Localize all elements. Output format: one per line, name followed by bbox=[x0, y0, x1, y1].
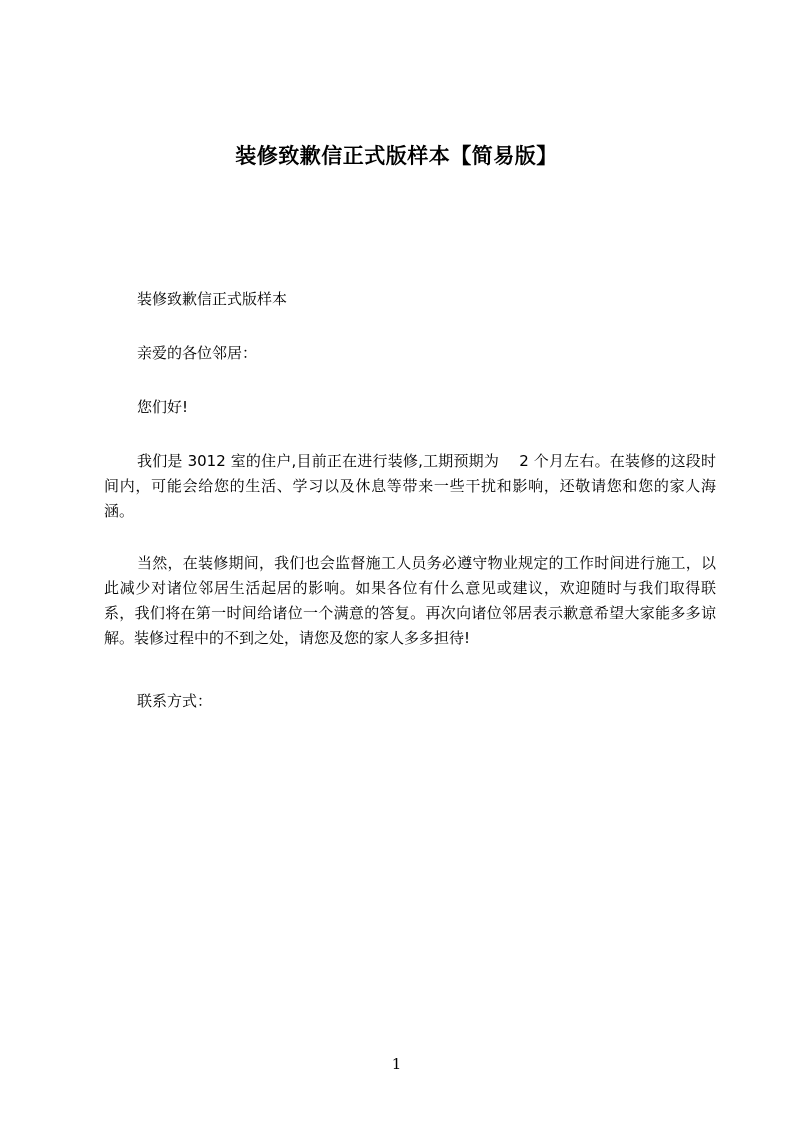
letter-salutation: 亲爱的各位邻居： bbox=[137, 344, 258, 362]
page-number: 1 bbox=[391, 1055, 402, 1073]
letter-subtitle: 装修致歉信正式版样本 bbox=[137, 290, 288, 308]
page-title: 装修致歉信正式版样本【简易版】 bbox=[235, 144, 558, 168]
letter-body-paragraph-2: 当然，在装修期间，我们也会监督施工人员务必遵守物业规定的工作时间进行施工，以此减少对诸位邻居生活起居的影响。如果各位有什么意见或建议，欢迎随时与我们取得联系，我们将在第一时间给诸位一个满意的答复。再次向诸位邻居表示歉意希望大家能多多谅解。装修过程中的不到之处，请您及您的家人多多担待! bbox=[104, 554, 716, 647]
letter-body-paragraph-1: 我们是 3012 室的住户,目前正在进行装修,工期预期为 2 个月左右。在装修的这段时间内，可能会给您的生活、学习以及休息等带来一些干扰和影响，还敬请您和您的家人海涵。 bbox=[104, 452, 716, 520]
letter-greeting: 您们好! bbox=[137, 398, 189, 416]
letter-contact-label: 联系方式： bbox=[137, 692, 213, 710]
